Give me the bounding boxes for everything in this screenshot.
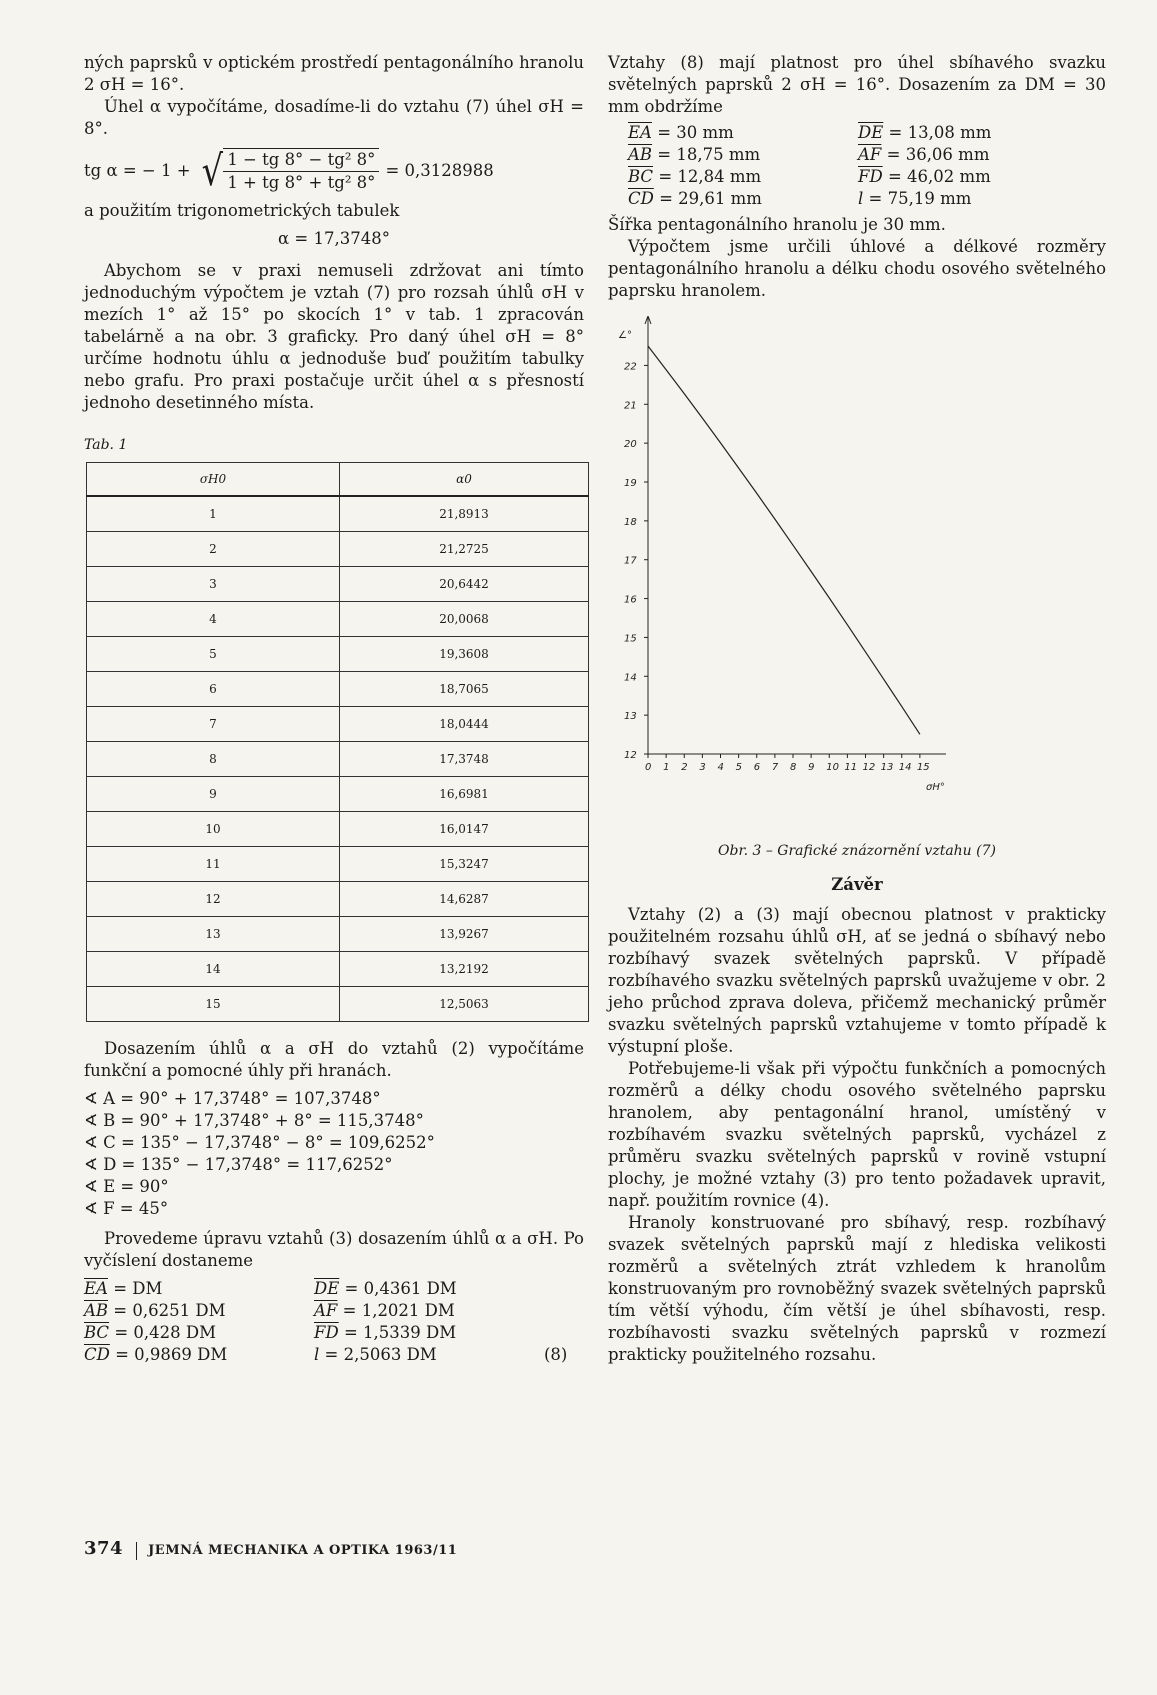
alpha-cell: 18,0444 — [340, 707, 589, 742]
relation: l = 75,19 mm — [858, 189, 972, 208]
paragraph: Potřebujeme-li však při výpočtu funkčních a pomocných rozměrů a délky chodu osového světelného paprsku hranolem, aby pentagonální hranol, umístěný v rozbíhavém svazku světelných paprsků, vycházel z průměru svazku světelných paprsků v rovině vstupní plochy, je možné vztahy (3) pro tento požadavek upravit, např. použitím rovnice (4). — [608, 1059, 1106, 1210]
x-tick-label: 9 — [808, 762, 815, 773]
tg-alpha-formula — [84, 148, 584, 194]
x-tick-label: 14 — [898, 762, 912, 773]
y-tick-label: 15 — [624, 633, 637, 645]
y-tick-label: 21 — [624, 400, 637, 412]
relation: $\overline{AF} = 36,06$ mm — [858, 145, 990, 164]
relation: $\overline{AF} = 1,2021$ DM — [314, 1301, 455, 1320]
y-tick-label: 20 — [624, 439, 637, 451]
x-tick-label: 4 — [717, 762, 724, 773]
sigma-cell: 6 — [87, 672, 340, 707]
table-row — [87, 532, 589, 567]
y-tick-label: 22 — [624, 361, 637, 373]
alpha-cell: 17,3748 — [340, 742, 589, 777]
formula-lhs: tg α = − 1 + — [84, 161, 191, 180]
x-tick-label: 2 — [681, 762, 688, 773]
left-column — [84, 52, 584, 1366]
alpha-cell: 18,7065 — [340, 672, 589, 707]
chart-axes — [645, 316, 946, 754]
paragraph: Úhel α vypočítáme, dosadíme-li do vztahu (7) úhel σH = 8°. — [84, 97, 584, 138]
relations-8 — [84, 1278, 584, 1366]
page-number: 374 — [84, 1538, 124, 1559]
relation: $\overline{AB} = 0,6251$ DM — [84, 1301, 226, 1320]
paragraph: Výpočtem jsme určili úhlové a délkové rozměry pentagonálního hranolu a délku chodu osového světelného paprsku hranolem. — [608, 237, 1106, 300]
table-row — [87, 496, 589, 532]
footer-divider — [136, 1542, 137, 1560]
x-axis-label: σH° — [926, 782, 945, 793]
angle-formula: ∢ D = 135° − 17,3748° = 117,6252° — [84, 1155, 393, 1174]
table-header-row — [87, 463, 589, 497]
sigma-cell: 8 — [87, 742, 340, 777]
relation: $\overline{CD} = 29,61$ mm — [628, 189, 762, 208]
journal-name: JEMNÁ MECHANIKA A OPTIKA 1963/11 — [148, 1543, 458, 1558]
fraction-numerator: 1 − tg 8° − tg² 8° — [223, 148, 379, 172]
table-caption: Tab. 1 — [84, 437, 128, 453]
equation-number: (8) — [544, 1345, 568, 1364]
relation: $\overline{BC} = 12,84$ mm — [628, 167, 762, 186]
alpha-cell: 21,8913 — [340, 496, 589, 532]
table-row — [87, 847, 589, 882]
table-row — [87, 882, 589, 917]
y-tick-label: 13 — [624, 711, 637, 723]
alpha-cell: 14,6287 — [340, 882, 589, 917]
figure-caption: Obr. 3 – Grafické znázornění vztahu (7) — [718, 843, 996, 859]
angle-formula: ∢ B = 90° + 17,3748° + 8° = 115,3748° — [84, 1111, 424, 1130]
x-tick-label: 5 — [735, 762, 742, 773]
angle-formula: ∢ A = 90° + 17,3748° = 107,3748° — [84, 1089, 381, 1108]
y-tick-label: 17 — [624, 555, 637, 567]
table-body — [87, 496, 589, 1022]
angle-formula: ∢ F = 45° — [84, 1199, 169, 1218]
table-row — [87, 672, 589, 707]
paragraph: a použitím trigonometrických tabulek — [84, 201, 400, 220]
x-tick-label: 6 — [753, 762, 761, 773]
sigma-cell: 15 — [87, 987, 340, 1022]
x-tick-label: 3 — [699, 762, 706, 773]
relation: $\overline{CD} = 0,9869$ DM — [84, 1345, 228, 1364]
alpha-cell: 13,9267 — [340, 917, 589, 952]
sigma-cell: 1 — [87, 496, 340, 532]
table-row — [87, 777, 589, 812]
fraction — [223, 148, 379, 194]
alpha-result: α = 17,3748° — [278, 229, 390, 248]
sigma-cell: 9 — [87, 777, 340, 812]
paragraph: Hranoly konstruované pro sbíhavý, resp. rozbíhavý svazek světelných paprsků mají z hlediska velikosti rozměrů a světelných ztrát vzhledem k hranolům konstruovaným pro rovnoběžný svazek světelných paprsků tím větší výhodu, čím větší je úhel sbíhavosti, resp. rozbíhavosti svazku světelných paprsků v rozmezí prakticky použitelného rozsahu. — [608, 1213, 1106, 1364]
relation: $\overline{FD} = 1,5339$ DM — [314, 1323, 457, 1342]
chart-series — [648, 346, 920, 734]
x-tick-label: 12 — [862, 762, 876, 773]
y-tick-label: 14 — [624, 672, 637, 684]
relation: $\overline{DE} = 13,08$ mm — [858, 123, 992, 142]
angle-formula: ∢ C = 135° − 17,3748° − 8° = 109,6252° — [84, 1133, 435, 1152]
relation: $\overline{DE} = 0,4361$ DM — [314, 1279, 457, 1298]
right-column — [608, 52, 1106, 1366]
relation: l = 2,5063 DM — [314, 1345, 437, 1364]
x-tick-label: 0 — [645, 762, 652, 773]
radical-sign-icon: √ — [201, 146, 223, 195]
paragraph: Abychom se v praxi nemuseli zdržovat ani tímto jednoduchým výpočtem je vztah (7) pro rozsah úhlů σH v mezích 1° až 15° po skocích 1° v tab. 1 zpracován tabelárně a na obr. 3 graficky. Pro daný úhel σH = 8° určíme hodnotu úhlu α jednoduše buď použitím tabulky nebo grafu. Pro praxi postačuje určit úhel α s přesností jednoho desetinného místa. — [84, 261, 584, 412]
relation: $\overline{EA} = 30$ mm — [628, 123, 734, 142]
paragraph: Vztahy (2) a (3) mají obecnou platnost v prakticky použitelném rozsahu úhlů σH, ať se jedná o sbíhavý nebo rozbíhavý svazek světelných paprsků. V případě rozbíhavého svazku světelných paprsků uvažujeme v obr. 2 jeho průchod zprava doleva, přičemž mechanický průměr svazku světelných paprsků vztahujeme v tomto případě k výstupní ploše. — [608, 905, 1106, 1056]
alpha-cell: 13,2192 — [340, 952, 589, 987]
paragraph: Vztahy (8) mají platnost pro úhel sbíhavého svazku světelných paprsků 2 σH = 16°. Dosazením za DM = 30 mm obdržíme — [608, 53, 1106, 116]
table-row — [87, 567, 589, 602]
paragraph: Dosazením úhlů α a σH do vztahů (2) vypočítáme funkční a pomocné úhly při hranách. — [84, 1039, 584, 1080]
x-tick-label: 8 — [790, 762, 797, 773]
y-tick-label: 16 — [624, 594, 637, 606]
alpha-cell: 20,0068 — [340, 602, 589, 637]
sigma-cell: 4 — [87, 602, 340, 637]
column-header: σH0 — [87, 463, 340, 497]
y-tick-label: 12 — [624, 750, 637, 761]
relation: $\overline{FD} = 46,02$ mm — [858, 167, 991, 186]
angle-formula: ∢ E = 90° — [84, 1177, 169, 1196]
alpha-vs-sigma-chart — [608, 316, 1106, 826]
series-line — [648, 346, 920, 734]
alpha-cell: 15,3247 — [340, 847, 589, 882]
alpha-cell: 19,3608 — [340, 637, 589, 672]
paragraph: Šířka pentagonálního hranolu je 30 mm. — [608, 215, 946, 234]
x-tick-label: 1 — [663, 762, 670, 773]
column-header: α0 — [340, 463, 589, 497]
sqrt — [199, 148, 380, 194]
x-tick-label: 7 — [771, 762, 779, 773]
sigma-cell: 3 — [87, 567, 340, 602]
formula-result: = 0,3128988 — [385, 161, 494, 180]
sigma-cell: 10 — [87, 812, 340, 847]
x-tick-label: 13 — [880, 762, 894, 773]
table-row — [87, 952, 589, 987]
table-row — [87, 987, 589, 1022]
sigma-cell: 11 — [87, 847, 340, 882]
table-row — [87, 707, 589, 742]
page-footer — [84, 1538, 457, 1560]
table-row — [87, 742, 589, 777]
data-table — [86, 462, 589, 1022]
paragraph: Provedeme úpravu vztahů (3) dosazením úhlů α a σH. Po vyčíslení dostaneme — [84, 1229, 584, 1270]
table-row — [87, 602, 589, 637]
y-tick-label: 18 — [624, 516, 637, 528]
x-tick-label: 15 — [916, 762, 930, 773]
alpha-cell: 16,0147 — [340, 812, 589, 847]
sigma-cell: 2 — [87, 532, 340, 567]
section-heading: Závěr — [831, 875, 883, 894]
relation: $\overline{AB} = 18,75$ mm — [628, 145, 761, 164]
fraction-denominator: 1 + tg 8° + tg² 8° — [227, 173, 376, 192]
sigma-cell: 14 — [87, 952, 340, 987]
relations-values — [628, 122, 1106, 210]
sigma-cell: 5 — [87, 637, 340, 672]
alpha-cell: 16,6981 — [340, 777, 589, 812]
angle-list — [84, 1088, 584, 1220]
sigma-cell: 13 — [87, 917, 340, 952]
x-tick-label: 10 — [826, 762, 839, 773]
chart-ticks — [624, 361, 930, 773]
relation: $\overline{EA}$ = DM — [84, 1279, 163, 1298]
relation: $\overline{BC} = 0,428$ DM — [84, 1323, 216, 1342]
table-row — [87, 812, 589, 847]
paragraph: ných paprsků v optickém prostředí pentagonálního hranolu 2 σH = 16°. — [84, 53, 584, 94]
x-tick-label: 11 — [844, 762, 858, 773]
alpha-cell: 21,2725 — [340, 532, 589, 567]
alpha-cell: 20,6442 — [340, 567, 589, 602]
sigma-cell: 12 — [87, 882, 340, 917]
y-axis-label: ∠° — [618, 330, 632, 341]
alpha-cell: 12,5063 — [340, 987, 589, 1022]
y-tick-label: 19 — [624, 478, 637, 489]
table-row — [87, 917, 589, 952]
sigma-cell: 7 — [87, 707, 340, 742]
table-row — [87, 637, 589, 672]
